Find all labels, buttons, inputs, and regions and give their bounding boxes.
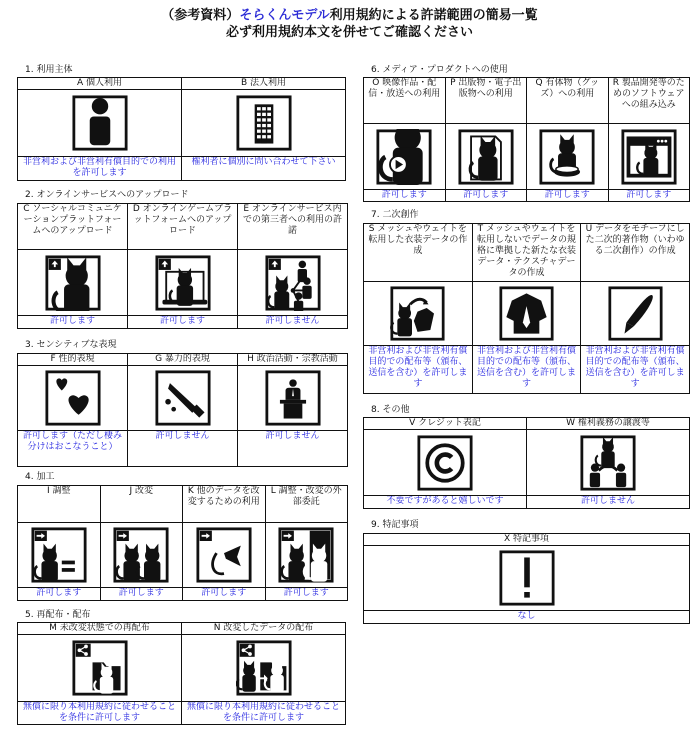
- item-label: X 特記事項: [364, 534, 690, 546]
- costume-convert-icon: [390, 286, 445, 341]
- modify-icon: [113, 527, 169, 583]
- goods-icon: [539, 129, 595, 185]
- item-label: P 出版物・電子出版物への利用: [445, 78, 527, 124]
- icon-cell: [182, 635, 346, 702]
- icon-row: [364, 282, 690, 346]
- upload-sns-icon: [45, 255, 101, 311]
- result-row: [364, 496, 690, 509]
- icon-row: [18, 366, 348, 431]
- permission-result: 許可します: [265, 588, 348, 601]
- item-label: V クレジット表記: [364, 418, 527, 430]
- title-suffix: 利用規約による許諾範囲の簡易一覧: [329, 8, 538, 23]
- section-heading: 6. メディア・プロダクトへの使用: [371, 65, 508, 75]
- permission-result: 許可します: [18, 316, 128, 329]
- permission-result: 許可します（ただし棲み分けはおこなうこと）: [18, 431, 128, 467]
- title-model-name: そらくんモデル: [239, 8, 330, 23]
- permission-result: 非営利および非営利有償目的での配布等（頒布、送信を含む）を許可します: [581, 346, 690, 394]
- icon-cell: [527, 430, 690, 496]
- icon-cell: [364, 430, 527, 496]
- publication-icon: [458, 129, 514, 185]
- video-icon: [376, 129, 432, 185]
- icon-cell: [128, 366, 238, 431]
- item-label: E オンラインサービス内での第三者への利用の許諾: [238, 204, 348, 250]
- icon-cell: [182, 90, 346, 157]
- icon-cell: [128, 250, 238, 316]
- icon-cell: [18, 250, 128, 316]
- result-row: [18, 431, 348, 467]
- icon-cell: [364, 124, 446, 190]
- label-row: [18, 354, 348, 366]
- icon-row: [364, 124, 690, 190]
- item-label: J 改変: [100, 486, 183, 523]
- permission-table: [17, 485, 348, 601]
- distribute-modified-icon: [236, 640, 292, 696]
- section-heading: 9. 特記事項: [371, 520, 419, 530]
- upload-share-icon: [265, 255, 321, 311]
- icon-row: [18, 523, 348, 588]
- permission-result: 許可しません: [527, 496, 690, 509]
- item-label: D オンラインゲームプラットフォームへのアップロード: [128, 204, 238, 250]
- item-label: W 権利義務の譲渡等: [527, 418, 690, 430]
- icon-row: [18, 90, 346, 157]
- page-title: [0, 7, 699, 24]
- adjust-icon: [31, 527, 87, 583]
- icon-row: [18, 250, 348, 316]
- software-icon: [621, 129, 677, 185]
- section-heading: 1. 利用主体: [25, 65, 73, 75]
- item-label: T メッシュやウェイトを転用しないでデータの規格に準拠した新たな衣装データ・テクスチャデータの作成: [472, 224, 581, 282]
- icon-cell: [238, 366, 348, 431]
- podium-icon: [265, 370, 321, 426]
- outsource-icon: [278, 527, 334, 583]
- permission-result: 許可します: [128, 316, 238, 329]
- icon-row: [364, 546, 690, 611]
- permission-table: [17, 622, 346, 725]
- item-label: S メッシュやウェイトを転用した衣装データの作成: [364, 224, 473, 282]
- permission-result: 許可します: [445, 190, 527, 202]
- icon-row: [364, 430, 690, 496]
- section-heading: 5. 再配布・配布: [25, 610, 91, 620]
- knife-icon: [155, 370, 211, 426]
- icon-cell: [238, 250, 348, 316]
- label-row: [364, 224, 690, 282]
- section-heading: 7. 二次創作: [371, 210, 419, 220]
- item-label: H 政治活動・宗教活動: [238, 354, 348, 366]
- icon-cell: [100, 523, 183, 588]
- icon-cell: [581, 282, 690, 346]
- icon-cell: [18, 635, 182, 702]
- permission-result: 許可します: [608, 190, 690, 202]
- transfer-icon: [580, 435, 636, 491]
- icon-cell: [608, 124, 690, 190]
- permission-result: 許可します: [18, 588, 101, 601]
- copyright-icon: [417, 435, 473, 491]
- permission-result: 無償に限り本利用規約に従わせることを条件に許可します: [182, 702, 346, 725]
- label-row: [364, 534, 690, 546]
- item-label: B 法人利用: [182, 78, 346, 90]
- item-label: N 改変したデータの配布: [182, 623, 346, 635]
- result-row: [18, 316, 348, 329]
- label-row: [364, 418, 690, 430]
- icon-row: [18, 635, 346, 702]
- icon-cell: [18, 366, 128, 431]
- section-heading: 8. その他: [371, 405, 410, 415]
- permission-table: [17, 353, 348, 467]
- page-subtitle: 必ず利用規約本文を併せてご確認ください: [225, 25, 473, 40]
- icon-cell: [183, 523, 266, 588]
- permission-result: 権利者に個別に問い合わせて下さい: [182, 157, 346, 181]
- permission-table: [363, 533, 690, 624]
- permission-result: 許可します: [183, 588, 266, 601]
- permission-table: [17, 203, 348, 329]
- item-label: L 調整・改変の外部委託: [265, 486, 348, 523]
- item-label: A 個人利用: [18, 78, 182, 90]
- item-label: U データをモチーフにした二次的著作物（いわゆる二次創作）の作成: [581, 224, 690, 282]
- permission-result: 不要ですがあると嬉しいです: [364, 496, 527, 509]
- result-row: [18, 702, 346, 725]
- permission-table: [363, 417, 690, 509]
- item-label: C ソーシャルコミュニケーションプラットフォームへのアップロード: [18, 204, 128, 250]
- permission-result: 許可しません: [238, 316, 348, 329]
- item-label: Q 有体物（グッズ）への利用: [527, 78, 609, 124]
- icon-cell: [527, 124, 609, 190]
- icon-cell: [472, 282, 581, 346]
- label-row: [364, 78, 690, 124]
- item-label: G 暴力的表現: [128, 354, 238, 366]
- permission-result: 非営利および非営利有償目的での配布等（頒布、送信を含む）を許可します: [364, 346, 473, 394]
- permission-result: なし: [364, 611, 690, 624]
- section-heading: 4. 加工: [25, 472, 55, 482]
- permission-result: 許可します: [527, 190, 609, 202]
- item-label: F 性的表現: [18, 354, 128, 366]
- label-row: [18, 486, 348, 523]
- item-label: I 調整: [18, 486, 101, 523]
- permission-table: [363, 77, 690, 202]
- icon-cell: [445, 124, 527, 190]
- building-icon: [236, 95, 292, 151]
- person-icon: [72, 95, 128, 151]
- label-row: [18, 78, 346, 90]
- result-row: [364, 611, 690, 624]
- icon-cell: [364, 546, 690, 611]
- result-row: [18, 157, 346, 181]
- section-heading: 3. センシティブな表現: [25, 340, 117, 350]
- result-row: [18, 588, 348, 601]
- permission-result: 許可します: [100, 588, 183, 601]
- redistribute-icon: [72, 640, 128, 696]
- label-row: [18, 623, 346, 635]
- item-label: K 他のデータを改変するための利用: [183, 486, 266, 523]
- item-label: M 未改変状態での再配布: [18, 623, 182, 635]
- permission-result: 非営利および非営利有償目的での利用を許可します: [18, 157, 182, 181]
- icon-cell: [364, 282, 473, 346]
- costume-icon: [499, 286, 554, 341]
- permission-result: 非営利および非営利有償目的での配布等（頒布、送信を含む）を許可します: [472, 346, 581, 394]
- reuse-icon: [196, 527, 252, 583]
- pen-icon: [608, 286, 663, 341]
- result-row: [364, 346, 690, 394]
- exclamation-icon: [499, 550, 555, 606]
- hearts-icon: [45, 370, 101, 426]
- permission-result: 許可しません: [238, 431, 348, 467]
- section-heading: 2. オンラインサービスへのアップロード: [25, 190, 189, 200]
- upload-game-icon: [155, 255, 211, 311]
- result-row: [364, 190, 690, 202]
- icon-cell: [18, 90, 182, 157]
- permission-result: 許可しません: [128, 431, 238, 467]
- permission-result: 許可します: [364, 190, 446, 202]
- title-prefix: （参考資料）: [161, 8, 240, 23]
- permission-result: 無償に限り本利用規約に従わせることを条件に許可します: [18, 702, 182, 725]
- permission-table: [17, 77, 346, 181]
- item-label: O 映像作品・配信・放送への利用: [364, 78, 446, 124]
- icon-cell: [265, 523, 348, 588]
- permission-table: [363, 223, 690, 394]
- item-label: R 製品開発等のためのソフトウェアへの組み込み: [608, 78, 690, 124]
- label-row: [18, 204, 348, 250]
- icon-cell: [18, 523, 101, 588]
